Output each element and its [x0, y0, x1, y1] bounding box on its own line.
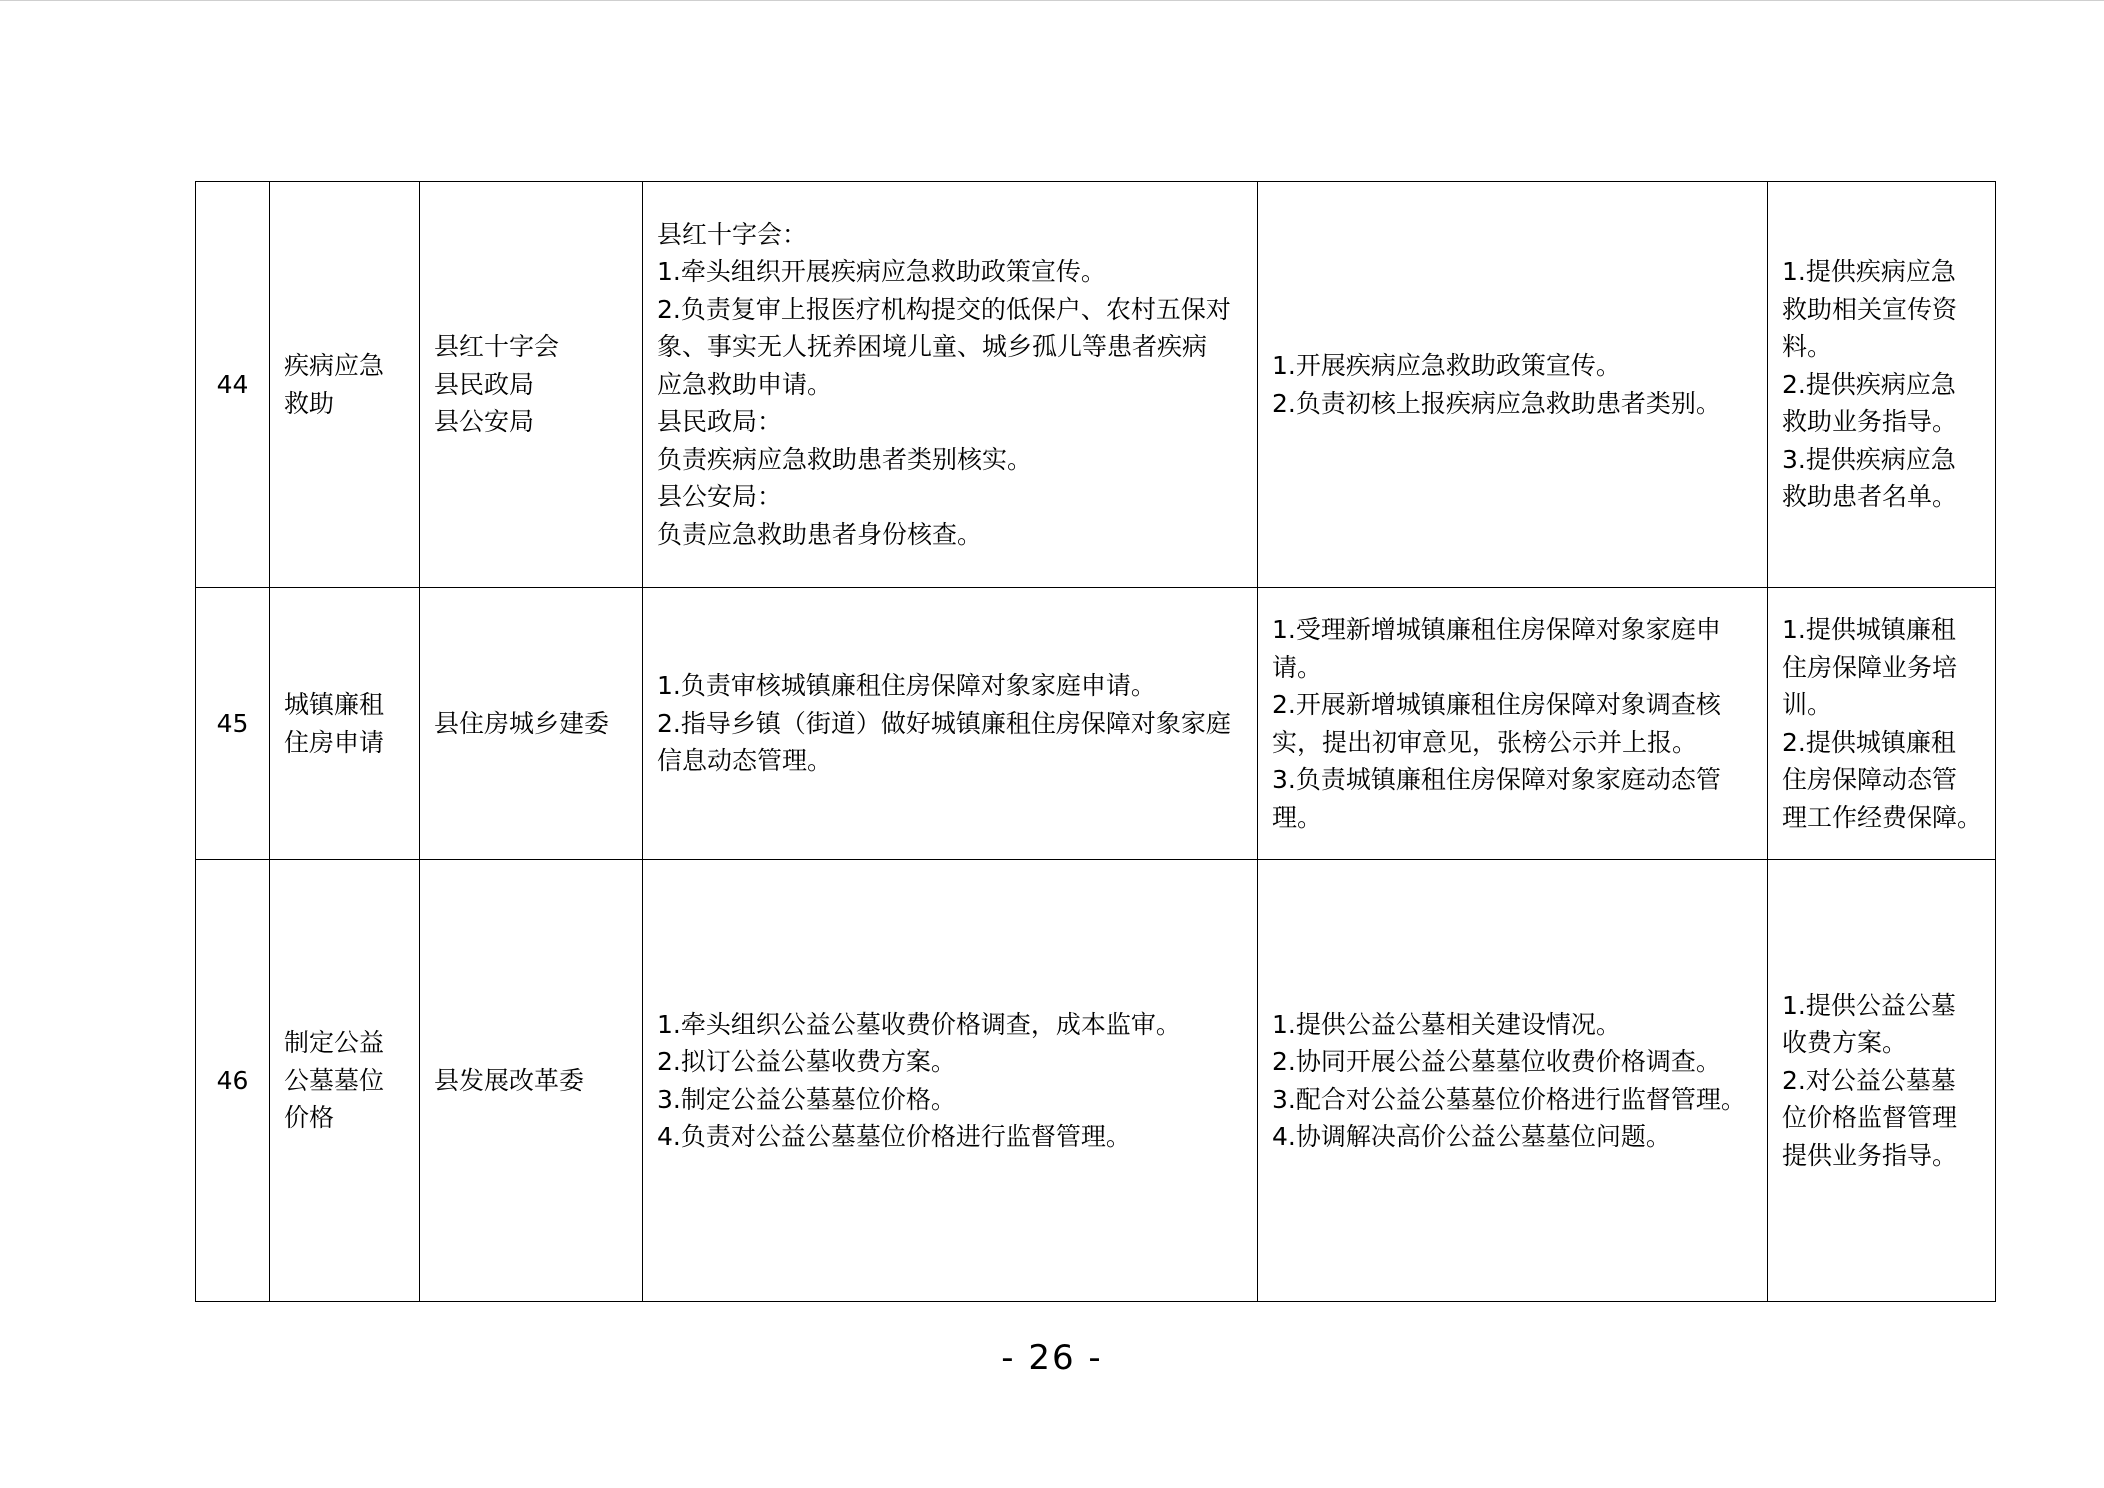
county-duty-line: 2.拟订公益公墓收费方案。 — [657, 1047, 956, 1076]
item-line: 价格 — [284, 1103, 335, 1133]
town-duty-line: 理。 — [1272, 802, 1323, 832]
department-line: 县民政局 — [434, 369, 535, 399]
town-duty-line: 3.配合对公益公墓墓位价格进行监督管理。 — [1272, 1084, 1746, 1114]
support-line: 提供业务指导。 — [1782, 1140, 1958, 1170]
item-line: 城镇廉租 — [284, 690, 385, 719]
town-duty-line: 2.开展新增城镇廉租住房保障对象调查核 — [1272, 690, 1721, 719]
row-number-cell — [196, 588, 270, 860]
support-line: 救助业务指导。 — [1782, 407, 1958, 437]
county-duty-line: 县民政局： — [657, 407, 783, 437]
support-line: 救助患者名单。 — [1782, 482, 1958, 512]
item-cell — [270, 588, 420, 860]
responsibility-table — [195, 181, 1996, 1302]
table-row — [196, 588, 1996, 860]
support-line: 理工作经费保障。 — [1782, 802, 1983, 832]
town-duty-line: 1.开展疾病应急救助政策宣传。 — [1272, 351, 1621, 380]
item-line: 疾病应急 — [284, 351, 385, 380]
department-cell — [420, 182, 643, 588]
department-cell — [420, 588, 643, 860]
item-cell — [270, 860, 420, 1302]
support-line: 3.提供疾病应急 — [1782, 444, 1956, 474]
department-line: 县发展改革委 — [434, 1065, 585, 1095]
table-row — [196, 182, 1996, 588]
town-duty-line: 实，提出初审意见，张榜公示并上报。 — [1272, 727, 1698, 757]
page-number: - 26 - — [1001, 1338, 1103, 1378]
support-cell — [1768, 588, 1996, 860]
county-duty-line: 应急救助申请。 — [657, 369, 833, 399]
county-duty-line: 1.牵头组织公益公墓收费价格调查，成本监审。 — [657, 1009, 1181, 1039]
county-duty-cell — [643, 860, 1258, 1302]
town-duty-line: 2.负责初核上报疾病应急救助患者类别。 — [1272, 388, 1721, 418]
town-duty-line: 请。 — [1272, 652, 1323, 682]
support-line: 住房保障业务培 — [1782, 652, 1958, 682]
town-duty-line: 1.提供公益公墓相关建设情况。 — [1272, 1009, 1621, 1039]
row-number-cell — [196, 860, 270, 1302]
support-line: 2.提供疾病应急 — [1782, 369, 1956, 399]
support-line: 住房保障动态管 — [1782, 765, 1958, 794]
county-duty-line: 1.牵头组织开展疾病应急救助政策宣传。 — [657, 257, 1106, 287]
county-duty-line: 2.负责复审上报医疗机构提交的低保户、农村五保对 — [657, 294, 1231, 324]
county-duty-line: 1.负责审核城镇廉租住房保障对象家庭申请。 — [657, 671, 1156, 701]
town-duty-line: 1.受理新增城镇廉租住房保障对象家庭申 — [1272, 615, 1721, 644]
support-cell — [1768, 860, 1996, 1302]
county-duty-line: 信息动态管理。 — [657, 746, 833, 776]
town-duty-line: 3.负责城镇廉租住房保障对象家庭动态管 — [1272, 765, 1721, 794]
support-line: 料。 — [1782, 332, 1833, 362]
town-duty-cell — [1258, 860, 1768, 1302]
page-top-border — [0, 0, 2104, 1]
item-cell — [270, 182, 420, 588]
county-duty-line: 4.负责对公益公墓墓位价格进行监督管理。 — [657, 1122, 1131, 1151]
support-line: 训。 — [1782, 690, 1833, 719]
department-line: 县住房城乡建委 — [434, 708, 610, 738]
town-duty-line: 4.协调解决高价公益公墓墓位问题。 — [1272, 1122, 1671, 1151]
support-line: 2.提供城镇廉租 — [1782, 727, 1956, 757]
item-line: 公墓墓位 — [284, 1065, 385, 1095]
county-duty-line: 2.指导乡镇（街道）做好城镇廉租住房保障对象家庭 — [657, 708, 1231, 738]
town-duty-cell — [1258, 588, 1768, 860]
row-number: 44 — [216, 369, 249, 399]
row-number: 46 — [216, 1065, 249, 1095]
county-duty-line: 负责疾病应急救助患者类别核实。 — [657, 444, 1033, 474]
town-duty-cell — [1258, 182, 1768, 588]
town-duty-line: 2.协同开展公益公墓墓位收费价格调查。 — [1272, 1047, 1721, 1076]
support-cell — [1768, 182, 1996, 588]
support-line: 1.提供公益公墓 — [1782, 990, 1956, 1020]
support-line: 1.提供城镇廉租 — [1782, 615, 1956, 644]
county-duty-cell — [643, 182, 1258, 588]
county-duty-line: 负责应急救助患者身份核查。 — [657, 519, 983, 549]
item-line: 制定公益 — [284, 1028, 385, 1058]
item-line: 住房申请 — [284, 727, 385, 757]
support-line: 2.对公益公墓墓 — [1782, 1065, 1956, 1095]
county-duty-line: 县红十字会： — [657, 219, 808, 249]
county-duty-line: 3.制定公益公墓墓位价格。 — [657, 1084, 956, 1114]
support-line: 1.提供疾病应急 — [1782, 257, 1956, 287]
county-duty-line: 象、事实无人抚养困境儿童、城乡孤儿等患者疾病 — [657, 332, 1208, 362]
support-line: 收费方案。 — [1782, 1028, 1908, 1058]
county-duty-line: 县公安局： — [657, 482, 783, 512]
department-line: 县公安局 — [434, 407, 535, 437]
item-line: 救助 — [284, 388, 335, 418]
row-number: 45 — [216, 708, 249, 738]
row-number-cell — [196, 182, 270, 588]
table-row — [196, 860, 1996, 1302]
department-line: 县红十字会 — [434, 332, 560, 362]
county-duty-cell — [643, 588, 1258, 860]
support-line: 救助相关宣传资 — [1782, 294, 1958, 324]
department-cell — [420, 860, 643, 1302]
support-line: 位价格监督管理 — [1782, 1103, 1958, 1133]
